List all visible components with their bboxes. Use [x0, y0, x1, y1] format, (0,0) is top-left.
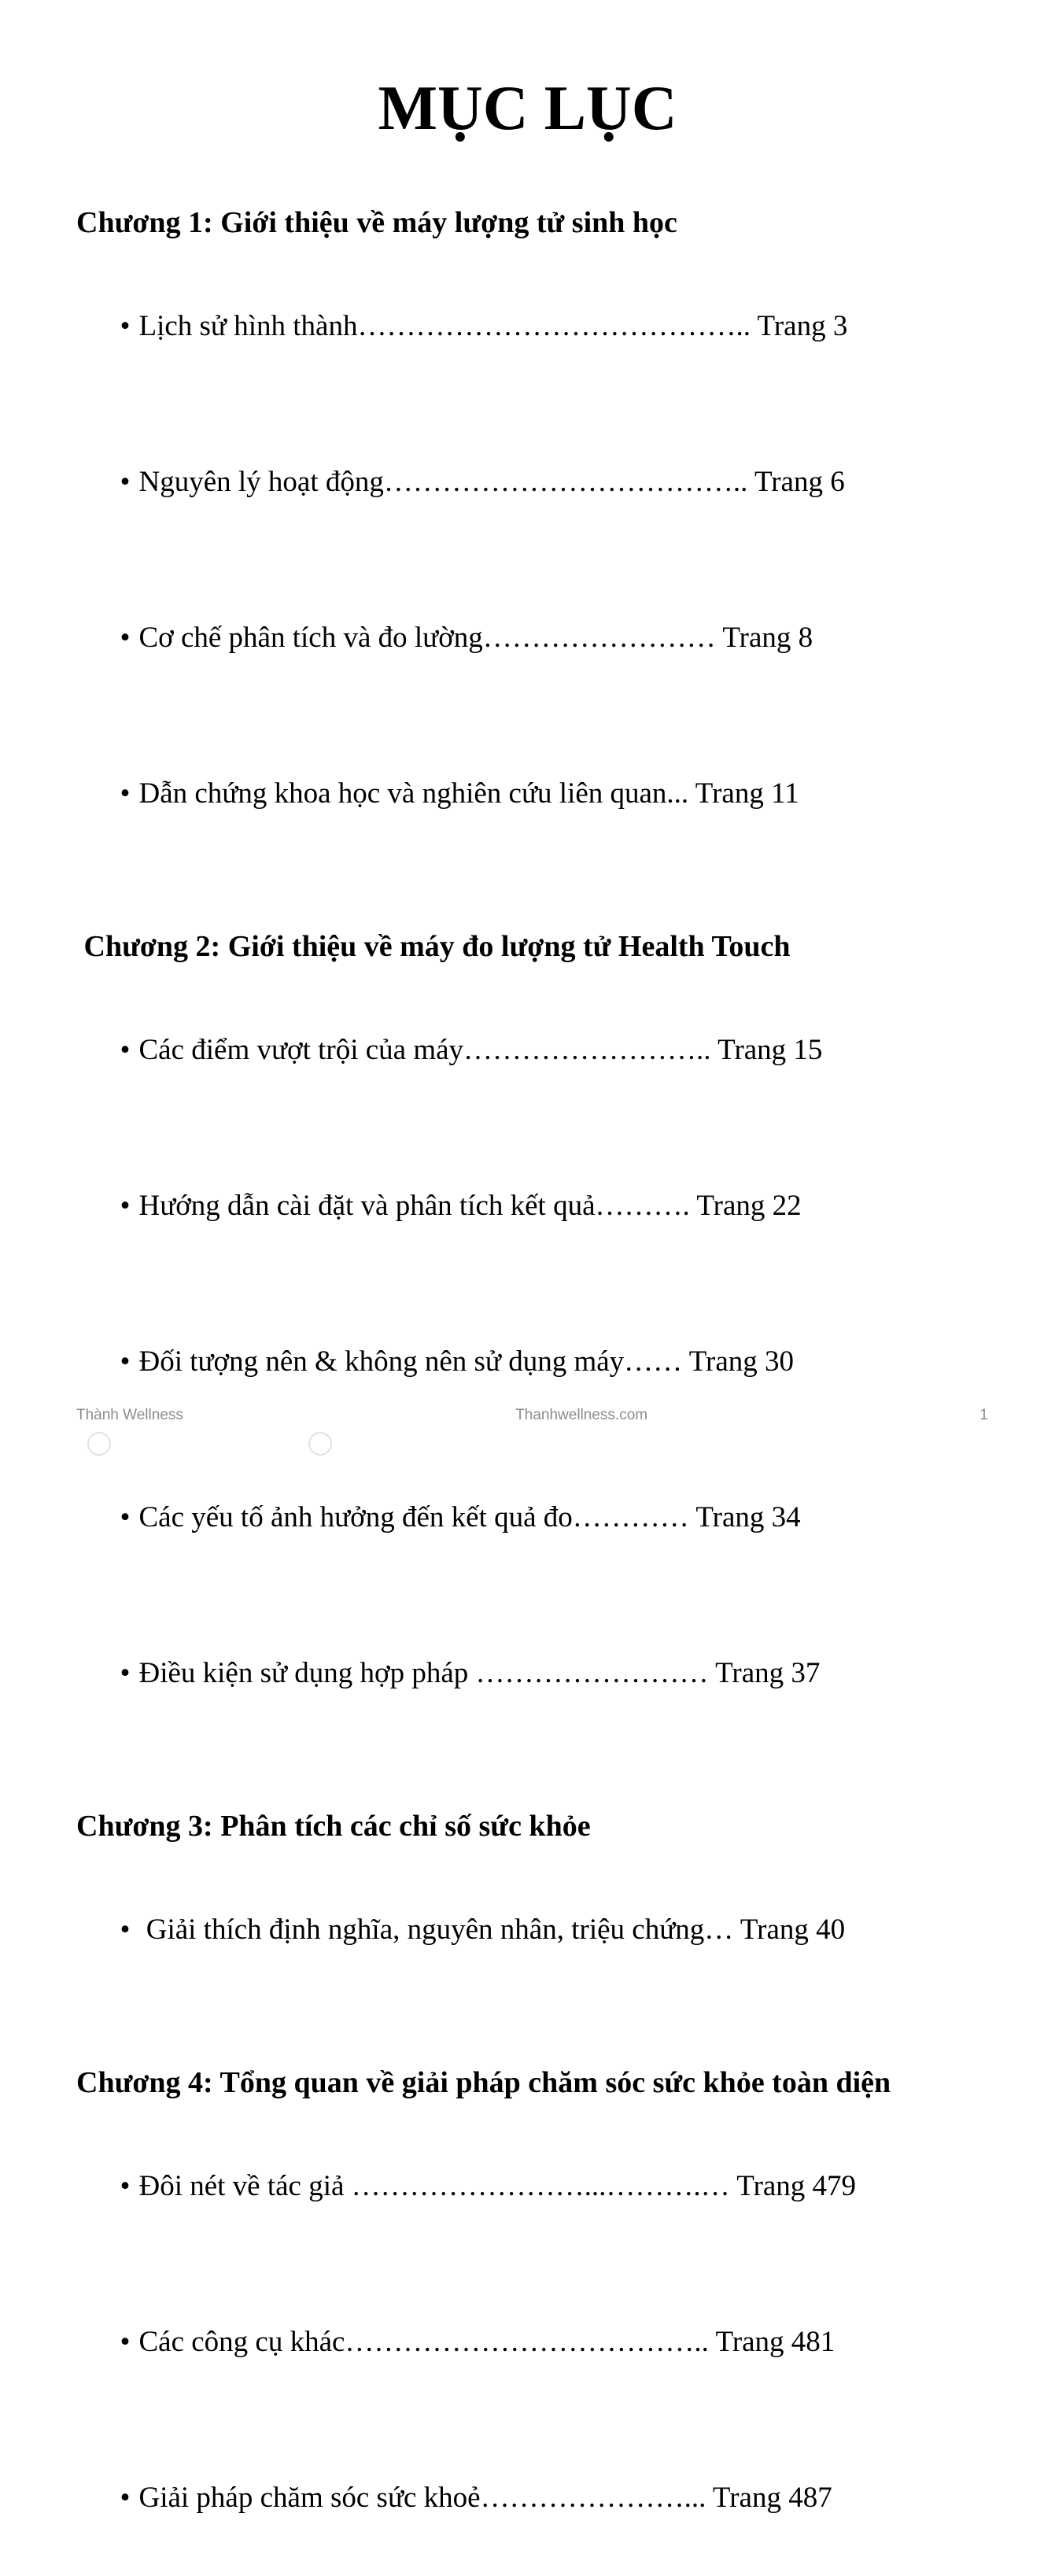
toc-item — [76, 2264, 1008, 2420]
toc-item-page: Trang 11 — [695, 777, 799, 810]
section-heading: Chương 1: Giới thiệu về máy lượng tử sinh học — [76, 206, 677, 239]
toc-section — [76, 2057, 1008, 2576]
toc-item — [76, 560, 1008, 716]
bullet-icon: • — [120, 1190, 131, 1222]
page-footer — [76, 1407, 988, 1424]
toc-item-page: Trang 15 — [717, 1034, 823, 1066]
toc-item — [76, 716, 1008, 872]
toc-section — [76, 197, 1008, 872]
bullet-icon: • — [120, 310, 131, 342]
toc-section — [76, 921, 1008, 1751]
toc-item-page: Trang 30 — [688, 1345, 795, 1378]
toc-item-page: Trang 34 — [695, 1501, 801, 1533]
toc-item-text: Các công cụ khác……………………………….. — [138, 2326, 716, 2358]
bullet-icon: • — [120, 622, 131, 654]
toc-item-text: Dẫn chứng khoa học và nghiên cứu liên quan... — [138, 777, 695, 810]
toc-item — [76, 249, 1008, 404]
toc-item-text: Đối tượng nên & không nên sử dụng máy…… — [138, 1345, 689, 1378]
footer-page-number: 1 — [979, 1407, 988, 1423]
toc-item-page: Trang 37 — [715, 1657, 821, 1689]
bullet-icon: • — [120, 1657, 131, 1689]
toc-item — [76, 1128, 1008, 1284]
bullet-icon: • — [120, 1501, 131, 1533]
toc-item-text: Nguyên lý hoạt động……………………………….. — [138, 466, 754, 498]
toc-item — [76, 1440, 1008, 1596]
toc-item-text: Các yếu tố ảnh hưởng đến kết quả đo………… — [138, 1501, 696, 1533]
table-of-contents — [0, 197, 1055, 2576]
toc-item-page: Trang 22 — [696, 1190, 802, 1222]
cutoff-circle-icon — [308, 1432, 332, 1456]
toc-item-text: Giải pháp chăm sóc sức khoẻ…………………... — [138, 2482, 713, 2514]
bullet-icon: • — [120, 2482, 131, 2514]
cutoff-circle-icon — [87, 1432, 111, 1456]
page-title: MỤC LỤC — [378, 74, 677, 143]
toc-item — [76, 404, 1008, 560]
bullet-icon: • — [120, 466, 131, 498]
bullet-icon: • — [120, 1345, 131, 1378]
toc-item-text: Đôi nét về tác giả ……………………...……….… — [138, 2170, 737, 2202]
toc-item-text: Hướng dẫn cài đặt và phân tích kết quả………. — [138, 1190, 697, 1222]
section-heading: Chương 3: Phân tích các chỉ số sức khỏe — [76, 1810, 591, 1843]
toc-item-page: Trang 487 — [712, 2482, 832, 2514]
toc-item-page: Trang 6 — [754, 466, 845, 498]
toc-item — [76, 1596, 1008, 1751]
bullet-icon: • — [120, 2170, 131, 2202]
section-heading: Chương 4: Tổng quan về giải pháp chăm sóc sức khỏe toàn diện — [76, 2066, 891, 2099]
toc-item-page: Trang 40 — [740, 1914, 846, 1946]
bullet-icon: • — [120, 1914, 131, 1946]
toc-item-text: Lịch sử hình thành………………………………….. — [138, 310, 758, 342]
bullet-icon: • — [120, 777, 131, 810]
toc-section — [76, 1800, 1008, 2008]
toc-item-text: Các điểm vượt trội của máy…………………….. — [138, 1034, 718, 1066]
toc-item — [76, 972, 1008, 1128]
bullet-icon: • — [120, 1034, 131, 1066]
toc-item-text: Điều kiện sử dụng hợp pháp …………………… — [138, 1657, 716, 1689]
toc-item-page: Trang 479 — [736, 2170, 857, 2202]
toc-item-page: Trang 481 — [715, 2326, 836, 2358]
toc-item-text: Cơ chế phân tích và đo lường…………………… — [138, 622, 723, 654]
toc-item-page: Trang 3 — [757, 310, 848, 342]
toc-item-page: Trang 8 — [722, 622, 813, 654]
bullet-icon: • — [120, 2326, 131, 2358]
toc-item — [76, 2420, 1008, 2576]
section-heading: Chương 2: Giới thiệu về máy đo lượng tử Health Touch — [76, 930, 791, 963]
toc-item — [76, 1852, 1008, 2008]
toc-item-text: Giải thích định nghĩa, nguyên nhân, triệu chứng… — [138, 1914, 740, 1946]
footer-website: Thanhwellness.com — [515, 1407, 648, 1423]
footer-author: Thành Wellness — [76, 1407, 183, 1423]
toc-item — [76, 2109, 1008, 2264]
